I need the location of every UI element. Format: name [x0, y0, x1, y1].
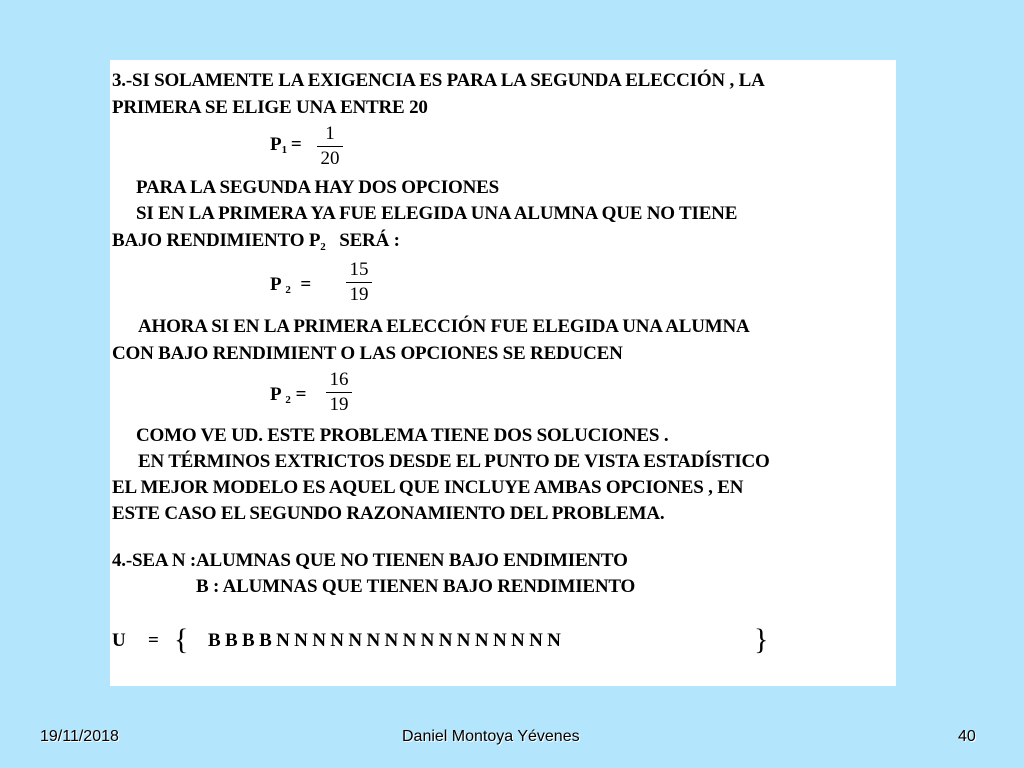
set-u-definition	[112, 623, 832, 656]
section3-line1: 3.-SI SOLAMENTE LA EXIGENCIA ES PARA LA SEGUNDA ELECCIÓN , LA	[112, 70, 765, 91]
formula-p2-first-denominator: 19	[349, 284, 369, 305]
section4-line2: B : ALUMNAS QUE TIENEN BAJO RENDIMIENTO	[196, 576, 636, 597]
formula-p1-denominator: 20	[320, 148, 340, 169]
set-brace-open: {	[174, 623, 189, 656]
formula-p1-lhs: $P_1$ =	[270, 134, 302, 156]
section3-line7: CON BAJO RENDIMIENT O LAS OPCIONES SE REDUCEN	[112, 343, 623, 364]
set-equals: =	[148, 630, 159, 651]
formula-p1-numerator: 1	[325, 123, 335, 144]
section3-line3: PARA LA SEGUNDA HAY DOS OPCIONES	[136, 177, 499, 198]
section4-line1: 4.-SEA N :ALUMNAS QUE NO TIENEN BAJO ENDIMIENTO	[112, 550, 628, 571]
formula-p2-second-numerator: 16	[329, 369, 349, 390]
formula-p2-second-fraction	[326, 370, 352, 415]
formula-p2-second	[270, 368, 390, 424]
footer-page-number: 40	[958, 728, 976, 745]
formula-p2-first	[270, 258, 410, 314]
formula-p2-second-lhs: P $_2$ =	[270, 384, 307, 406]
section3-line6: AHORA SI EN LA PRIMERA ELECCIÓN FUE ELEGIDA UNA ALUMNA	[138, 316, 750, 337]
footer-author: Daniel Montoya Yévenes	[402, 728, 580, 745]
section3-line8: COMO VE UD. ESTE PROBLEMA TIENE DOS SOLUCIONES .	[136, 425, 669, 446]
formula-p2-second-denominator: 19	[329, 394, 349, 415]
section3-line10: EL MEJOR MODELO ES AQUEL QUE INCLUYE AMBAS OPCIONES , EN	[112, 477, 744, 498]
section3-line5: BAJO RENDIMIENTO $P_2$ SERÁ :	[112, 230, 400, 253]
formula-p2-first-fraction	[346, 260, 372, 305]
set-elements: B B B B N N N N N N N N N N N N N N N N	[208, 630, 561, 651]
set-brace-close: }	[754, 623, 769, 656]
formula-p2-first-numerator: 15	[349, 259, 369, 280]
section3-line2: PRIMERA SE ELIGE UNA ENTRE 20	[112, 97, 428, 118]
formula-p1	[270, 122, 370, 174]
formula-p1-fraction	[317, 124, 343, 169]
footer-date: 19/11/2018	[40, 728, 119, 745]
formula-p2-first-lhs: P $_2$ =	[270, 274, 312, 296]
set-label: U	[112, 630, 126, 651]
section3-line4: SI EN LA PRIMERA YA FUE ELEGIDA UNA ALUMNA QUE NO TIENE	[136, 203, 738, 224]
slide-content-panel	[110, 60, 896, 686]
section3-line11: ESTE CASO EL SEGUNDO RAZONAMIENTO DEL PROBLEMA.	[112, 503, 665, 524]
section3-line9: EN TÉRMINOS EXTRICTOS DESDE EL PUNTO DE VISTA ESTADÍSTICO	[138, 451, 770, 472]
